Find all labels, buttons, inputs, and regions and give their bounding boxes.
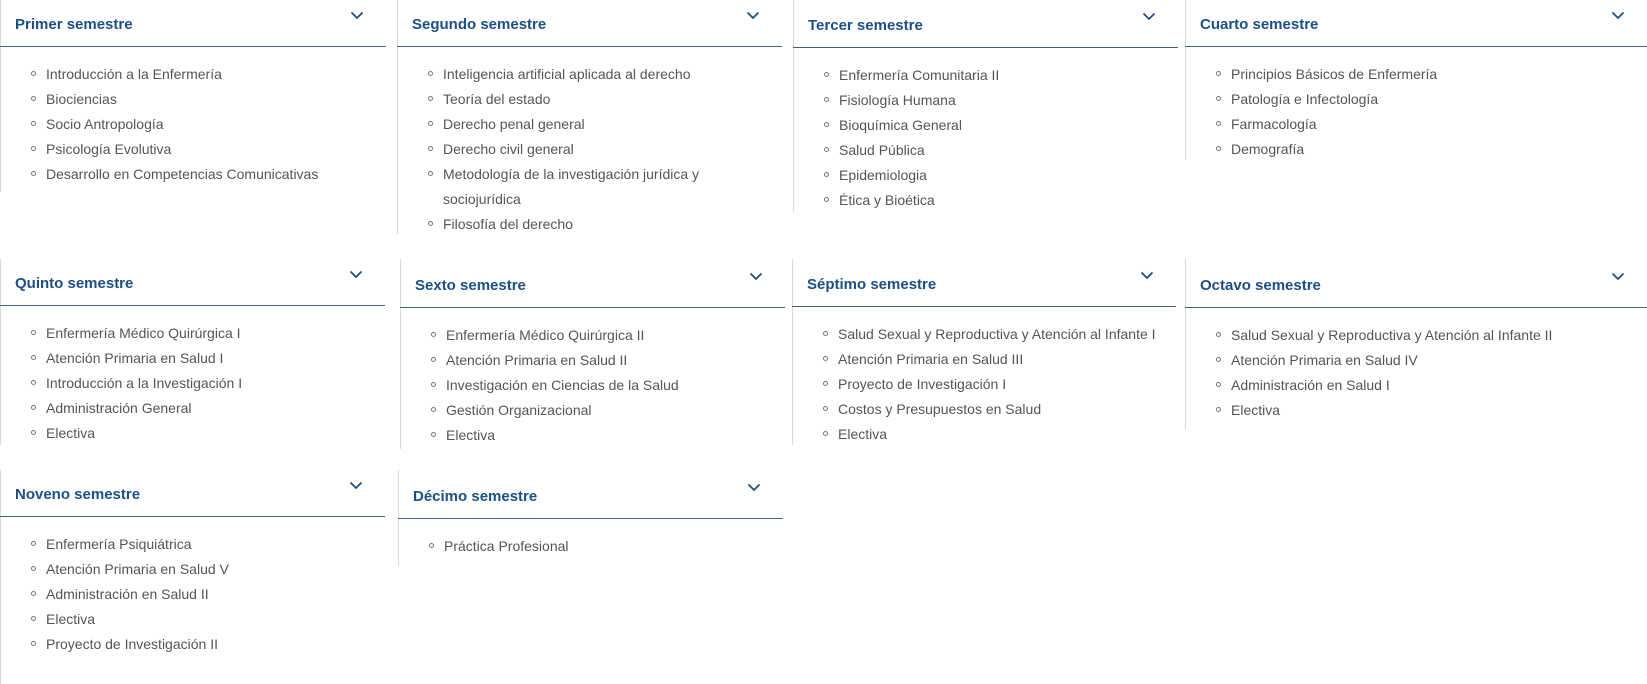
course-item: Epidemiologia <box>839 163 1169 188</box>
course-item: Biociencias <box>46 87 376 112</box>
semester-header[interactable] <box>397 0 782 47</box>
course-item: Electiva <box>446 423 776 448</box>
semester-header[interactable] <box>0 0 386 47</box>
course-list <box>28 62 376 187</box>
semester-title: Séptimo semestre <box>807 276 937 293</box>
chevron-down-icon[interactable] <box>350 11 364 21</box>
course-item: Gestión Organizacional <box>446 398 776 423</box>
semester-title: Sexto semestre <box>415 277 526 294</box>
semester-title: Tercer semestre <box>808 17 923 34</box>
course-item: Introducción a la Enfermería <box>46 62 376 87</box>
chevron-down-icon[interactable] <box>746 11 760 21</box>
course-item: Inteligencia artificial aplicada al derecho <box>443 62 743 87</box>
semester-panel <box>1185 259 1647 429</box>
semester-panel <box>793 0 1178 212</box>
course-item: Derecho civil general <box>443 137 743 162</box>
course-item: Socio Antropología <box>46 112 376 137</box>
semester-header[interactable] <box>792 259 1176 307</box>
course-item: Enfermería Comunitaria II <box>839 63 1169 88</box>
course-list <box>820 322 1168 447</box>
course-item: Salud Sexual y Reproductiva y Atención al Infante II <box>1231 323 1631 348</box>
chevron-down-icon[interactable] <box>749 272 763 282</box>
course-item: Derecho penal general <box>443 112 743 137</box>
chevron-down-icon[interactable] <box>1611 272 1625 282</box>
chevron-down-icon[interactable] <box>1611 11 1625 21</box>
course-item: Farmacología <box>1231 112 1631 137</box>
course-item: Práctica Profesional <box>444 534 774 559</box>
course-item: Ética y Bioética <box>839 188 1169 213</box>
course-item: Atención Primaria en Salud III <box>838 347 1168 372</box>
course-item: Enfermería Médico Quirúrgica I <box>46 321 376 346</box>
course-item: Electiva <box>838 422 1168 447</box>
course-item: Introducción a la Investigación I <box>46 371 376 396</box>
course-item: Demografía <box>1231 137 1631 162</box>
course-item: Investigación en Ciencias de la Salud <box>446 373 776 398</box>
semester-panel <box>792 259 1176 445</box>
course-list <box>28 321 376 446</box>
chevron-down-icon[interactable] <box>349 481 363 491</box>
course-item: Patología e Infectología <box>1231 87 1631 112</box>
semester-header[interactable] <box>1185 0 1647 47</box>
course-list <box>1213 62 1631 162</box>
semester-panel <box>0 0 386 192</box>
semester-title: Octavo semestre <box>1200 277 1321 294</box>
semester-header[interactable] <box>793 0 1178 48</box>
course-item: Atención Primaria en Salud V <box>46 557 376 582</box>
semester-header[interactable] <box>0 259 385 306</box>
course-item: Fisiología Humana <box>839 88 1169 113</box>
course-item: Administración en Salud I <box>1231 373 1631 398</box>
course-item: Enfermería Médico Quirúrgica II <box>446 323 776 348</box>
course-item: Electiva <box>46 607 376 632</box>
course-item: Bioquímica General <box>839 113 1169 138</box>
course-item: Salud Pública <box>839 138 1169 163</box>
course-item: Teoría del estado <box>443 87 743 112</box>
course-item: Proyecto de Investigación II <box>46 632 376 657</box>
semester-panel <box>397 0 782 234</box>
course-item: Filosofía del derecho <box>443 212 743 237</box>
course-list <box>1213 323 1631 423</box>
semester-panel <box>398 470 783 566</box>
semester-header[interactable] <box>400 259 785 308</box>
chevron-down-icon[interactable] <box>1142 12 1156 22</box>
course-item: Atención Primaria en Salud IV <box>1231 348 1631 373</box>
semester-header[interactable] <box>1185 259 1647 308</box>
course-list <box>821 63 1169 213</box>
semester-title: Décimo semestre <box>413 488 538 505</box>
semester-header[interactable] <box>0 470 385 517</box>
semester-title: Cuarto semestre <box>1200 16 1319 33</box>
semester-title: Quinto semestre <box>15 275 134 292</box>
semester-header[interactable] <box>398 470 783 519</box>
course-item: Proyecto de Investigación I <box>838 372 1168 397</box>
semester-title: Primer semestre <box>15 16 133 33</box>
course-item: Salud Sexual y Reproductiva y Atención al Infante I <box>838 322 1168 347</box>
course-item: Costos y Presupuestos en Salud <box>838 397 1168 422</box>
course-item: Enfermería Psiquiátrica <box>46 532 376 557</box>
semester-panel <box>0 470 385 684</box>
course-list <box>28 532 376 657</box>
course-item: Metodología de la investigación jurídica y sociojurídica <box>443 162 743 212</box>
semester-panel <box>1185 0 1647 160</box>
chevron-down-icon[interactable] <box>747 483 761 493</box>
course-list <box>425 62 743 237</box>
chevron-down-icon[interactable] <box>349 270 363 280</box>
course-item: Electiva <box>1231 398 1631 423</box>
course-item: Administración General <box>46 396 376 421</box>
course-list <box>428 323 776 448</box>
course-item: Atención Primaria en Salud I <box>46 346 376 371</box>
course-item: Principios Básicos de Enfermería <box>1231 62 1631 87</box>
course-list <box>426 534 774 559</box>
course-item: Atención Primaria en Salud II <box>446 348 776 373</box>
semester-panel <box>400 259 785 449</box>
chevron-down-icon[interactable] <box>1140 271 1154 281</box>
course-item: Electiva <box>46 421 376 446</box>
course-item: Psicología Evolutiva <box>46 137 376 162</box>
course-item: Desarrollo en Competencias Comunicativas <box>46 162 376 187</box>
course-item: Administración en Salud II <box>46 582 376 607</box>
semester-panel <box>0 259 385 445</box>
semester-title: Noveno semestre <box>15 486 141 503</box>
semester-title: Segundo semestre <box>412 16 547 33</box>
